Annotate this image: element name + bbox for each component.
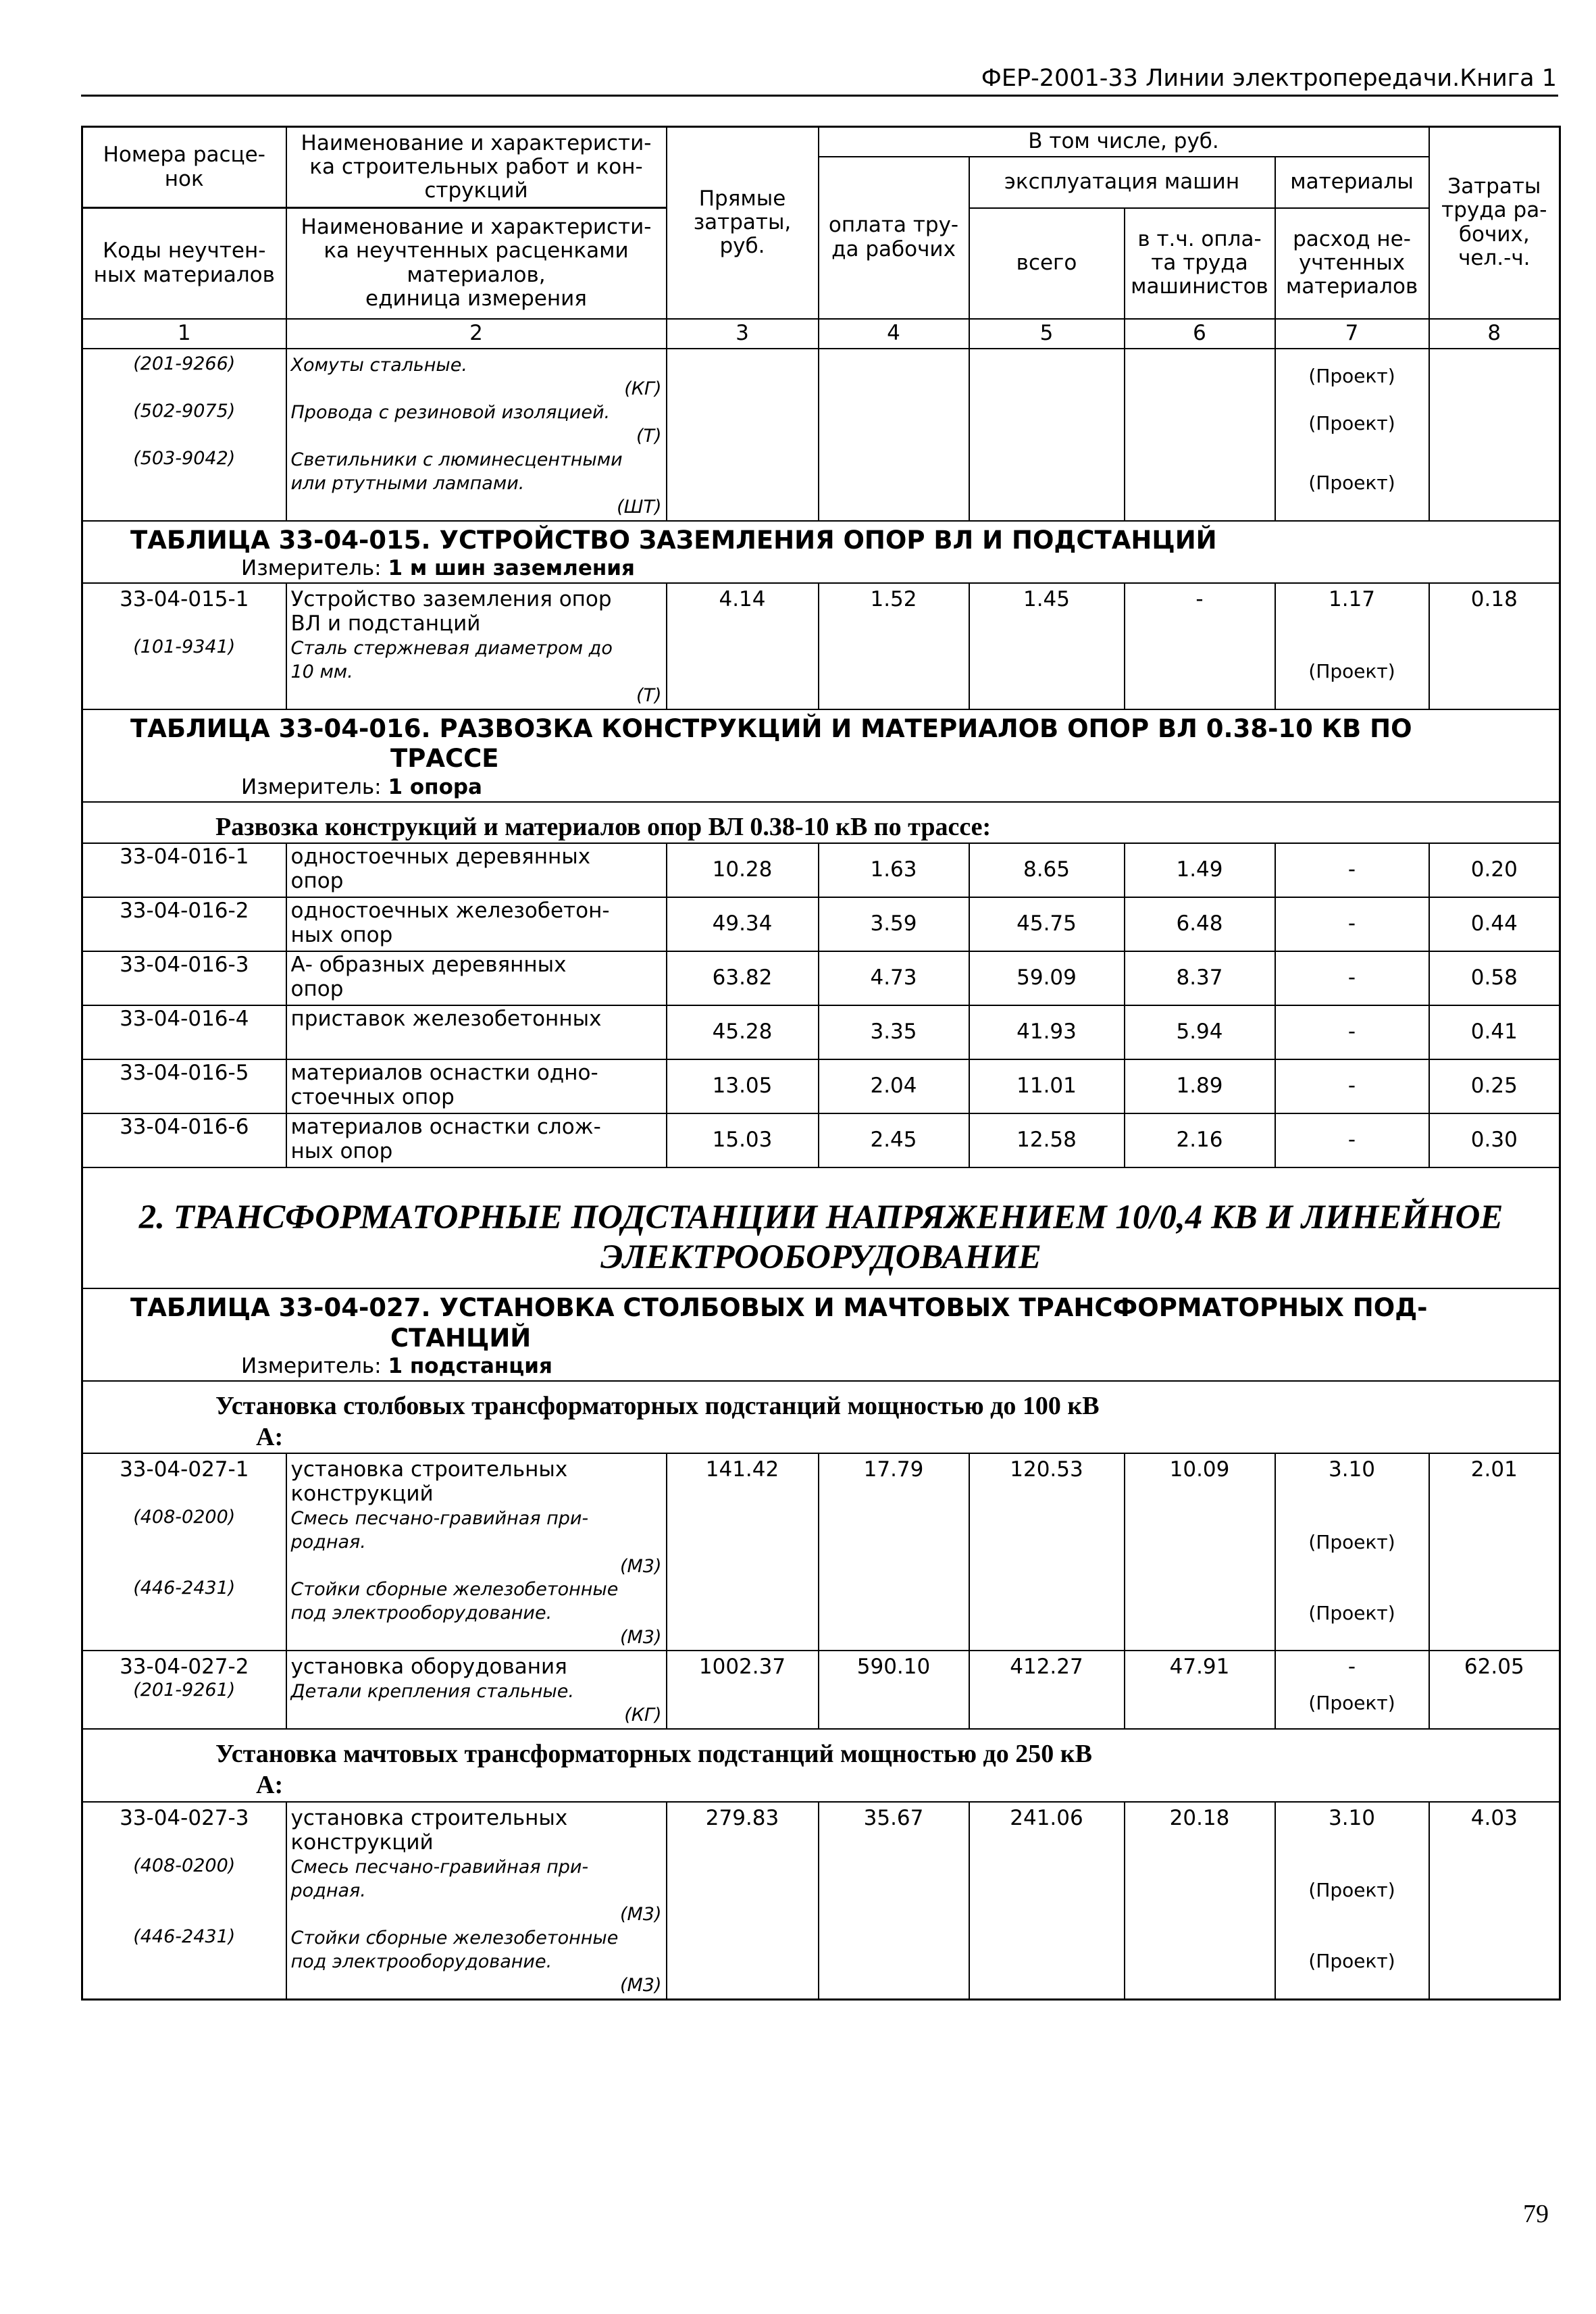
subheading: [82, 802, 1560, 844]
table-row: [82, 1802, 1560, 2000]
rates-table: [81, 126, 1561, 2001]
value-cell: [1275, 951, 1429, 1005]
rate-value: 590.10: [856, 1655, 931, 1680]
rate-value: 141.42: [705, 1457, 779, 1482]
subheading-text: Развозка конструкций и материалов опор ВЛ 0.38-10 кВ по трассе:: [215, 812, 992, 841]
material-note: (Проект): [1308, 660, 1395, 683]
rate-code-cell: [82, 1651, 286, 1729]
rate-name: материалов оснастки одно- стоечных опор: [290, 1061, 598, 1110]
table-row: [82, 1651, 1560, 1729]
sub-row: [82, 802, 1560, 844]
rate-value: 8.37: [1176, 965, 1223, 990]
material-unit: (Т): [636, 685, 662, 707]
value-cell: [667, 1651, 819, 1729]
value-cell: [1275, 1059, 1429, 1113]
rate-value: 2.16: [1176, 1128, 1223, 1153]
rate-value: 412.27: [1010, 1655, 1083, 1680]
table-row: [82, 897, 1560, 951]
rate-value: 0.18: [1470, 586, 1518, 611]
rate-name: приставок железобетонных: [290, 1007, 602, 1032]
col-header-rate-numbers: Номера расце- нок: [82, 127, 286, 208]
table-title-text-cont: ТРАССЕ: [390, 744, 499, 774]
header-rule: [81, 95, 1558, 97]
value-cell: [1275, 1453, 1429, 1651]
rate-name-cell: [286, 349, 667, 521]
value-cell: [1275, 1802, 1429, 2000]
material-unit: (КГ): [624, 378, 662, 399]
value-cell: [969, 951, 1125, 1005]
table-row: [82, 583, 1560, 709]
material-unit: (ШТ): [617, 496, 662, 518]
rate-code-cell: [82, 843, 286, 897]
value-cell: [1125, 1651, 1275, 1729]
material-note: (Проект): [1308, 1692, 1395, 1715]
table-row: [82, 1113, 1560, 1167]
material-block: [291, 1680, 662, 1727]
rate-value: -: [1347, 1074, 1356, 1099]
sub-row: [82, 1729, 1560, 1801]
value-cell: [819, 1059, 969, 1113]
material-block: [291, 1578, 662, 1649]
col-number: 1: [82, 319, 286, 349]
rate-name: одностоечных железобетон- ных опор: [290, 899, 610, 948]
rate-code-cell: [82, 1005, 286, 1059]
subheading-label: А:: [256, 1422, 284, 1451]
measure-value: 1 м шин заземления: [388, 555, 635, 580]
measure-row: [82, 555, 1560, 583]
value-cell: [969, 1113, 1125, 1167]
material-name: Детали крепления стальные.: [290, 1681, 574, 1703]
value-cell: [1429, 1059, 1560, 1113]
rate-code: 33-04-016-5: [120, 1061, 249, 1086]
rate-value: 12.58: [1016, 1128, 1077, 1153]
material-unit: (КГ): [624, 1705, 662, 1726]
rate-value: 59.09: [1016, 965, 1077, 990]
measure-unit: [82, 1353, 1560, 1381]
value-cell: [1275, 1113, 1429, 1167]
value-cell: [1275, 897, 1429, 951]
measure-value: 1 опора: [388, 774, 482, 799]
value-cell: [1125, 1113, 1275, 1167]
material-name: Стойки сборные железобетонные под электрооборудование.: [290, 1927, 619, 1972]
rate-code: 33-04-016-1: [120, 845, 249, 870]
rate-code: 33-04-016-6: [120, 1115, 249, 1140]
rate-value: 47.91: [1169, 1655, 1230, 1680]
rate-value: -: [1347, 857, 1356, 882]
value-cell: [667, 1005, 819, 1059]
material-block: [291, 401, 662, 448]
value-cell: [1429, 1802, 1560, 2000]
subheading: [82, 1729, 1560, 1801]
col-header-materials: материалы: [1275, 157, 1429, 208]
rate-value: 1002.37: [698, 1655, 786, 1680]
col-number: 4: [819, 319, 969, 349]
rate-name-cell: [286, 1802, 667, 2000]
rate-value: -: [1347, 1128, 1356, 1153]
value-cell: [1125, 583, 1275, 709]
value-cell: [1125, 1005, 1275, 1059]
value-cell: [667, 843, 819, 897]
rate-value: 1.17: [1329, 586, 1376, 611]
rate-code: 33-04-016-4: [120, 1007, 249, 1032]
rate-value: -: [1347, 1020, 1356, 1045]
measure-label: Измеритель:: [241, 1354, 382, 1379]
material-name: Сталь стержневая диаметром до 10 мм.: [290, 637, 613, 682]
subheading: [82, 1381, 1560, 1453]
value-cell: [1125, 843, 1275, 897]
value-cell: [1429, 1453, 1560, 1651]
value-cell: [1429, 1113, 1560, 1167]
material-code: (201-9261): [133, 1680, 236, 1701]
value-cell: [819, 1005, 969, 1059]
rate-value: -: [1347, 1655, 1356, 1680]
rate-value: 120.53: [1010, 1457, 1083, 1482]
value-cell: [667, 1059, 819, 1113]
rate-value: 4.03: [1470, 1805, 1518, 1830]
material-code: (502-9075): [133, 400, 236, 422]
rate-code: 33-04-015-1: [120, 586, 249, 611]
material-code: (446-2431): [133, 1578, 236, 1599]
material-note: (Проект): [1308, 1601, 1395, 1624]
rate-value: -: [1347, 965, 1356, 990]
col-header-machinist-wages: в т.ч. опла- та труда машинистов: [1125, 208, 1275, 319]
col-header-material-usage: расход не- учтенных материалов: [1275, 208, 1429, 319]
value-cell: [667, 897, 819, 951]
value-cell: [1125, 349, 1275, 521]
material-block: [291, 448, 662, 519]
value-cell: [819, 583, 969, 709]
rate-value: 10.28: [712, 857, 773, 882]
rate-code-cell: [82, 1059, 286, 1113]
material-name: Смесь песчано-гравийная при- родная.: [290, 1856, 589, 1901]
col-header-machines: эксплуатация машин: [969, 157, 1275, 208]
rate-code-cell: [82, 1802, 286, 2000]
table-title: [82, 521, 1560, 555]
measure-label: Измеритель:: [241, 774, 382, 799]
subheading-text: Установка столбовых трансформаторных подстанций мощностью до 100 кВ: [215, 1392, 1100, 1421]
section-heading: 2. ТРАНСФОРМАТОРНЫЕ ПОДСТАНЦИИ НАПРЯЖЕНИЕМ 10/0,4 КВ И ЛИНЕЙНОЕ ЭЛЕКТРООБОРУДОВАНИЕ: [82, 1167, 1560, 1288]
rate-name: материалов оснастки слож- ных опор: [290, 1115, 601, 1164]
rate-value: 17.79: [863, 1457, 924, 1482]
material-unit: (М3): [619, 1903, 662, 1925]
value-cell: [819, 1651, 969, 1729]
rate-code-cell: [82, 349, 286, 521]
material-name: Провода с резиновой изоляцией.: [290, 401, 611, 423]
rate-value: 0.44: [1470, 911, 1518, 936]
rate-value: 8.65: [1023, 857, 1071, 882]
rate-value: 35.67: [863, 1805, 924, 1830]
rate-value: 62.05: [1464, 1655, 1524, 1680]
rate-code-cell: [82, 897, 286, 951]
material-code: (201-9266): [133, 353, 236, 374]
rate-name-cell: [286, 951, 667, 1005]
rate-value: 2.45: [870, 1128, 917, 1153]
material-note: (Проект): [1308, 412, 1395, 435]
value-cell: [1125, 951, 1275, 1005]
rate-name: А- образных деревянных опор: [290, 953, 567, 1002]
measure-row: [82, 774, 1560, 802]
rate-code: 33-04-016-3: [120, 953, 249, 978]
rate-name-cell: [286, 1005, 667, 1059]
measure-value: 1 подстанция: [388, 1354, 552, 1379]
rate-code: 33-04-027-2: [120, 1655, 249, 1680]
material-unit: (Т): [636, 425, 662, 447]
material-block: [291, 1855, 662, 1926]
rate-value: 1.45: [1023, 586, 1071, 611]
material-block: [291, 353, 662, 401]
rate-name: установка строительных конструкций: [290, 1457, 568, 1507]
value-cell: [1429, 1005, 1560, 1059]
rate-value: 0.58: [1470, 965, 1518, 990]
value-cell: [1275, 1005, 1429, 1059]
rate-name: Устройство заземления опор ВЛ и подстанций: [290, 586, 612, 636]
value-cell: [1429, 897, 1560, 951]
value-cell: [1275, 843, 1429, 897]
rate-value: 3.59: [870, 911, 917, 936]
material-block: [291, 636, 662, 707]
value-cell: [819, 349, 969, 521]
rate-name-cell: [286, 1113, 667, 1167]
material-note: (Проект): [1308, 1878, 1395, 1901]
measure-row: [82, 1353, 1560, 1381]
table-title-text: ТАБЛИЦА 33-04-027. УСТАНОВКА СТОЛБОВЫХ И МАЧТОВЫХ ТРАНСФОРМАТОРНЫХ ПОД-: [130, 1293, 1428, 1323]
material-unit: (М3): [619, 1974, 662, 1996]
table-title-text: ТАБЛИЦА 33-04-015. УСТРОЙСТВО ЗАЗЕМЛЕНИЯ ОПОР ВЛ И ПОДСТАНЦИЙ: [130, 525, 1217, 555]
col-number: 6: [1125, 319, 1275, 349]
value-cell: [1275, 1651, 1429, 1729]
rate-value: 41.93: [1016, 1020, 1077, 1045]
value-cell: [1429, 843, 1560, 897]
material-code: (446-2431): [133, 1926, 236, 1947]
measure-unit: [82, 774, 1560, 802]
rate-value: 0.25: [1470, 1074, 1518, 1099]
rate-name: установка оборудования: [290, 1655, 567, 1680]
rate-code: 33-04-016-2: [120, 899, 249, 924]
rate-value: 45.28: [712, 1020, 773, 1045]
value-cell: [819, 843, 969, 897]
col-number: 3: [667, 319, 819, 349]
table-row: [82, 843, 1560, 897]
measure-unit: [82, 555, 1560, 583]
rate-value: 1.49: [1176, 857, 1223, 882]
material-name: Хомуты стальные.: [290, 354, 467, 376]
rate-name-cell: [286, 1059, 667, 1113]
rate-name-cell: [286, 583, 667, 709]
material-note: (Проект): [1308, 1949, 1395, 1972]
rate-value: 3.10: [1329, 1457, 1376, 1482]
rate-value: 13.05: [712, 1074, 773, 1099]
table-row: [82, 951, 1560, 1005]
material-code: (503-9042): [133, 447, 236, 469]
table-title-text-cont: СТАНЦИЙ: [390, 1323, 532, 1353]
section-row: [82, 1167, 1560, 1288]
value-cell: [969, 583, 1125, 709]
rate-code-cell: [82, 1453, 286, 1651]
rate-value: 3.35: [870, 1020, 917, 1045]
column-numbers-row: [82, 319, 1560, 349]
table-row: [82, 1059, 1560, 1113]
rate-value: 4.73: [870, 965, 917, 990]
measure-label: Измеритель:: [241, 555, 382, 580]
material-unit: (М3): [619, 1626, 662, 1648]
rate-value: 49.34: [712, 911, 773, 936]
rate-name-cell: [286, 1651, 667, 1729]
table-title-text: ТАБЛИЦА 33-04-016. РАЗВОЗКА КОНСТРУКЦИЙ И МАТЕРИАЛОВ ОПОР ВЛ 0.38-10 КВ ПО: [130, 713, 1412, 743]
value-cell: [819, 951, 969, 1005]
material-note: (Проект): [1308, 1530, 1395, 1553]
rate-name-cell: [286, 1453, 667, 1651]
col-header-wages: оплата тру- да рабочих: [819, 157, 969, 319]
col-header-work-name: Наименование и характеристи- ка строительных работ и кон- струкций: [286, 127, 667, 208]
value-cell: [969, 349, 1125, 521]
rate-value: 4.14: [719, 586, 766, 611]
col-header-material-name: Наименование и характеристи- ка неучтенных расценками материалов, единица измерения: [286, 208, 667, 319]
col-header-direct-costs: Прямые затраты, руб.: [667, 127, 819, 319]
rate-code-cell: [82, 951, 286, 1005]
title-row: [82, 709, 1560, 774]
value-cell: [1275, 349, 1429, 521]
rate-value: 5.94: [1176, 1020, 1223, 1045]
value-cell: [819, 897, 969, 951]
rate-value: 0.30: [1470, 1128, 1518, 1153]
rate-name-cell: [286, 897, 667, 951]
rate-value: 15.03: [712, 1128, 773, 1153]
page-number: 79: [1523, 2200, 1549, 2228]
rate-value: 3.10: [1329, 1805, 1376, 1830]
col-header-labor: Затраты труда ра- бочих, чел.-ч.: [1429, 127, 1560, 319]
value-cell: [667, 583, 819, 709]
value-cell: [667, 951, 819, 1005]
rate-value: 2.01: [1470, 1457, 1518, 1482]
value-cell: [667, 1113, 819, 1167]
subheading-text: Установка мачтовых трансформаторных подстанций мощностью до 250 кВ: [215, 1740, 1092, 1769]
value-cell: [1125, 1453, 1275, 1651]
col-header-material-codes: Коды неучтен- ных материалов: [82, 208, 286, 319]
rate-name: одностоечных деревянных опор: [290, 845, 591, 894]
table-row: [82, 1453, 1560, 1651]
material-block: [291, 1507, 662, 1578]
rate-value: 241.06: [1010, 1805, 1083, 1830]
material-name: Стойки сборные железобетонные под электрооборудование.: [290, 1579, 619, 1624]
rate-value: 10.09: [1169, 1457, 1230, 1482]
value-cell: [819, 1453, 969, 1651]
rate-name-cell: [286, 843, 667, 897]
rate-value: 279.83: [705, 1805, 779, 1830]
subheading-label: А:: [256, 1770, 284, 1799]
value-cell: [969, 897, 1125, 951]
title-row: [82, 521, 1560, 555]
rate-value: 63.82: [712, 965, 773, 990]
material-code: (408-0200): [133, 1507, 236, 1528]
rate-value: 11.01: [1016, 1074, 1077, 1099]
col-number: 7: [1275, 319, 1429, 349]
rate-name: установка строительных конструкций: [290, 1805, 568, 1855]
rate-value: 6.48: [1176, 911, 1223, 936]
value-cell: [1275, 583, 1429, 709]
material-note: (Проект): [1308, 365, 1395, 388]
rate-value: 0.41: [1470, 1020, 1518, 1045]
value-cell: [1125, 1802, 1275, 2000]
material-block: [291, 1926, 662, 1997]
col-number: 5: [969, 319, 1125, 349]
rate-value: -: [1347, 911, 1356, 936]
rate-value: 2.04: [870, 1074, 917, 1099]
rate-value: 1.52: [870, 586, 917, 611]
rate-code: 33-04-027-3: [120, 1805, 249, 1830]
table-title: [82, 1288, 1560, 1353]
rate-value: 20.18: [1169, 1805, 1230, 1830]
value-cell: [969, 1453, 1125, 1651]
table-title: [82, 709, 1560, 774]
col-number: 2: [286, 319, 667, 349]
material-note: (Проект): [1308, 471, 1395, 494]
value-cell: [969, 1802, 1125, 2000]
value-cell: [969, 1059, 1125, 1113]
rate-code: 33-04-027-1: [120, 1457, 249, 1482]
value-cell: [667, 349, 819, 521]
value-cell: [1429, 951, 1560, 1005]
rate-value: 0.20: [1470, 857, 1518, 882]
value-cell: [1125, 897, 1275, 951]
value-cell: [1429, 583, 1560, 709]
value-cell: [1125, 1059, 1275, 1113]
rate-value: 1.63: [870, 857, 917, 882]
table-row: [82, 1005, 1560, 1059]
sub-row: [82, 1381, 1560, 1453]
rate-value: 45.75: [1016, 911, 1077, 936]
value-cell: [819, 1113, 969, 1167]
value-cell: [667, 1453, 819, 1651]
value-cell: [969, 1005, 1125, 1059]
col-header-including: В том числе, руб.: [819, 127, 1429, 157]
value-cell: [1429, 1651, 1560, 1729]
title-row: [82, 1288, 1560, 1353]
material-name: Смесь песчано-гравийная при- родная.: [290, 1508, 589, 1553]
material-code: (408-0200): [133, 1855, 236, 1876]
rate-code-cell: [82, 583, 286, 709]
material-unit: (М3): [619, 1555, 662, 1577]
rate-code-cell: [82, 1113, 286, 1167]
col-header-machines-total: всего: [969, 208, 1125, 319]
rate-value: 1.89: [1176, 1074, 1223, 1099]
value-cell: [1429, 349, 1560, 521]
material-code: (101-9341): [133, 636, 236, 657]
rate-value: -: [1195, 586, 1204, 611]
value-cell: [969, 843, 1125, 897]
value-cell: [667, 1802, 819, 2000]
value-cell: [969, 1651, 1125, 1729]
value-cell: [819, 1802, 969, 2000]
material-name: Светильники с люминесцентными или ртутными лампами.: [290, 449, 623, 494]
table-row: [82, 349, 1560, 521]
col-number: 8: [1429, 319, 1560, 349]
document-title: ФЕР-2001-33 Линии электропередачи.Книга 1: [981, 65, 1557, 92]
